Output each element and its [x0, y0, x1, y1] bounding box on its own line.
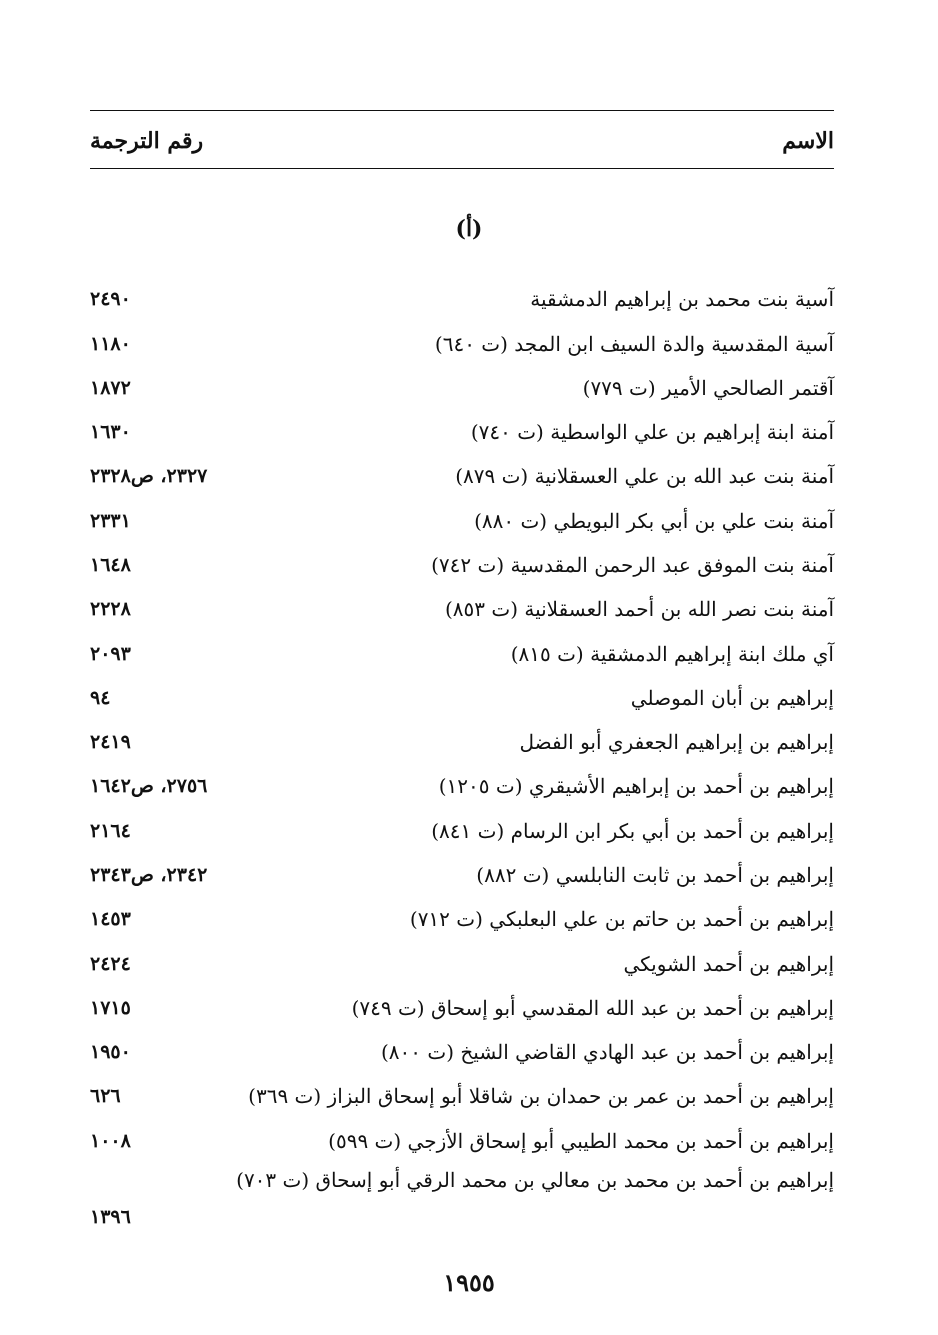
index-entry: [90, 1036, 834, 1076]
entry-name: آقتمر الصالحي الأمير (ت ٧٧٩): [582, 376, 834, 400]
entry-number: ٢٤٩٠: [90, 288, 131, 310]
entry-number: ٢٧٥٦، ص١٦٤٢: [90, 775, 208, 797]
index-entry: [90, 903, 834, 943]
section-letter: (أ): [455, 216, 483, 242]
entry-number: ٢٣٣١: [90, 510, 131, 532]
entry-number: ١٧١٥: [90, 997, 131, 1019]
entry-name: إبراهيم بن أحمد بن عمر بن حمدان بن شاقلا أبو إسحاق البزاز (ت ٣٦٩): [248, 1084, 834, 1108]
entry-name: إبراهيم بن أحمد بن أبي بكر ابن الرسام (ت ٨٤١): [431, 819, 834, 843]
index-entry: [90, 283, 834, 323]
entry-name: آمنة ابنة إبراهيم بن علي الواسطية (ت ٧٤٠): [470, 420, 834, 444]
header-rule: [90, 168, 834, 169]
entry-name: إبراهيم بن أحمد بن عبد الله المقدسي أبو إسحاق (ت ٧٤٩): [351, 996, 834, 1020]
entry-number: ٢٤٢٤: [90, 953, 131, 975]
index-entry: [90, 549, 834, 589]
entry-number: ١٣٩٦: [90, 1206, 131, 1228]
index-entry: [90, 948, 834, 988]
entry-name: آمنة بنت نصر الله بن أحمد العسقلانية (ت ٨٥٣): [444, 597, 834, 621]
entry-name: آمنة بنت عبد الله بن علي العسقلانية (ت ٨٧٩): [455, 464, 834, 488]
index-entry: [90, 416, 834, 456]
index-entry: [90, 859, 834, 899]
index-entry: [90, 815, 834, 855]
entry-name: إبراهيم بن أحمد بن ثابت النابلسي (ت ٨٨٢): [476, 863, 834, 887]
index-entry: [90, 1165, 834, 1228]
index-entry: [90, 992, 834, 1032]
index-entry: [90, 505, 834, 545]
entry-number: ٢٣٢٧، ص٢٣٢٨: [90, 465, 208, 487]
index-entry: [90, 1080, 834, 1120]
column-header-number: رقم الترجمة: [90, 128, 204, 154]
entry-name: إبراهيم بن إبراهيم الجعفري أبو الفضل: [519, 730, 834, 754]
entry-name: آمنة بنت علي بن أبي بكر البويطي (ت ٨٨٠): [474, 509, 834, 533]
entry-number: ١٤٥٣: [90, 908, 131, 930]
entry-name: إبراهيم بن أحمد الشويكي: [623, 952, 834, 976]
entry-name: إبراهيم بن أحمد بن محمد الطيبي أبو إسحاق الأزجي (ت ٥٩٩): [328, 1129, 834, 1153]
entry-number: ٢٢٢٨: [90, 598, 131, 620]
entry-number: ١٠٠٨: [90, 1130, 131, 1152]
entry-number: ٢٣٤٢، ص٢٣٤٣: [90, 864, 208, 886]
top-rule: [90, 110, 834, 111]
entry-number: ١٩٥٠: [90, 1041, 131, 1063]
page-number: ١٩٥٥: [443, 1268, 495, 1297]
entry-number: ١٦٤٨: [90, 554, 131, 576]
entry-name: إبراهيم بن أحمد بن إبراهيم الأشيقري (ت ١٢٠٥): [438, 774, 834, 798]
entry-name: إبراهيم بن أحمد بن محمد بن معالي بن محمد الرقي أبو إسحاق (ت ٧٠٣): [236, 1168, 834, 1192]
entry-name: آسية بنت محمد بن إبراهيم الدمشقية: [530, 287, 834, 311]
entry-number: ١٦٣٠: [90, 421, 131, 443]
index-entry: [90, 638, 834, 678]
index-entry: [90, 1125, 834, 1165]
index-entry: [90, 770, 834, 810]
entry-name: إبراهيم بن أحمد بن عبد الهادي القاضي الشيخ (ت ٨٠٠): [380, 1040, 834, 1064]
entry-name: آسية المقدسية والدة السيف ابن المجد (ت ٦٤٠): [434, 332, 834, 356]
entry-number: ٢١٦٤: [90, 820, 131, 842]
entry-name: آمنة بنت الموفق عبد الرحمن المقدسية (ت ٧٤٢): [431, 553, 834, 577]
index-entry: [90, 328, 834, 368]
index-entry: [90, 460, 834, 500]
index-entry: [90, 726, 834, 766]
index-entry: [90, 682, 834, 722]
entry-number: ٢٤١٩: [90, 731, 131, 753]
entry-number: ١٨٧٢: [90, 377, 131, 399]
entry-number: ٦٢٦: [90, 1085, 121, 1107]
entry-number: ٩٤: [90, 687, 111, 709]
entry-name: آي ملك ابنة إبراهيم الدمشقية (ت ٨١٥): [510, 642, 834, 666]
index-entry: [90, 372, 834, 412]
entry-name: إبراهيم بن أحمد بن حاتم بن علي البعلبكي (ت ٧١٢): [409, 907, 834, 931]
column-header-name: الاسم: [782, 128, 834, 154]
entry-name: إبراهيم بن أبان الموصلي: [630, 686, 834, 710]
entry-number: ٢٠٩٣: [90, 643, 131, 665]
entry-number: ١١٨٠: [90, 333, 131, 355]
index-entry: [90, 593, 834, 633]
